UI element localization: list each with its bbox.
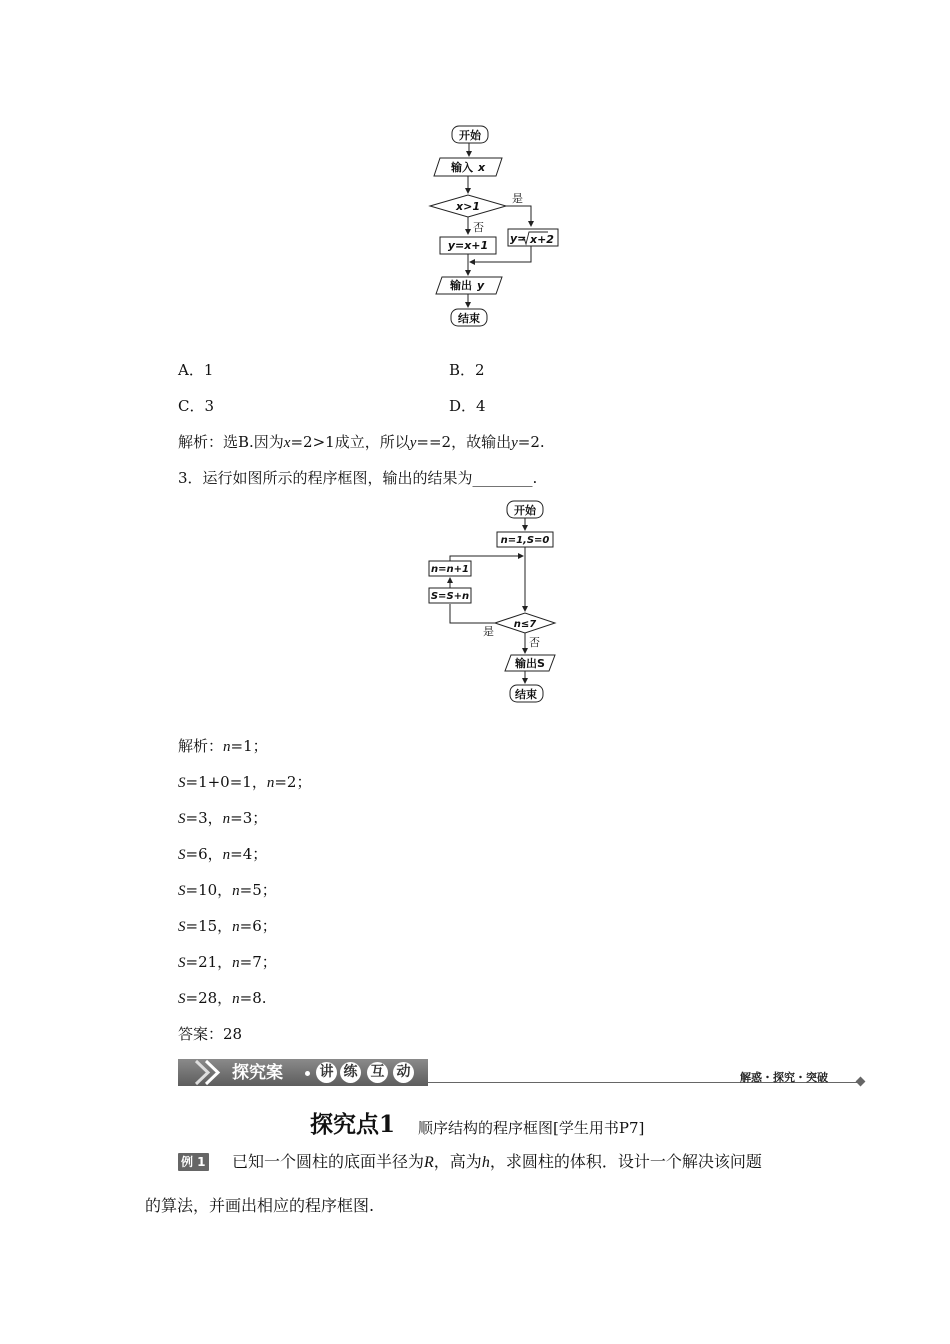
solution-step: S=6，n=4； [178,845,268,863]
fc2-start: 开始 [514,504,536,517]
fc1-yes-label: 是 [512,192,523,205]
fc1-output-var: y [477,279,485,292]
fc1-no-label: 否 [473,221,484,234]
flowchart-1 [420,120,570,330]
example-badge: 例 1 [178,1153,209,1171]
diamond-icon [856,1077,866,1087]
banner-char: 动 [393,1062,414,1083]
solution-step: S=28，n=8. [178,989,267,1007]
fc2-output: 输出S [515,657,545,670]
solution-step: S=15，n=6； [178,917,277,935]
banner-dot [305,1071,310,1076]
fc2-no-label: 否 [529,636,540,649]
fc1-condition: x>1 [456,200,480,213]
fc2-init: n=1,S=0 [500,535,550,546]
q2-analysis: 解析：选B.因为x=2>1成立，所以y==2，故输出y=2. [178,433,545,451]
banner-title: 探究案 [232,1063,283,1083]
solution-step: S=21，n=7； [178,953,277,971]
topic-number: 探究点1 [310,1111,396,1138]
banner-subtitle: 解惑・探究・突破 [740,1071,828,1084]
solution-line-1: 解析：n=1； [178,737,268,755]
flowchart-2 [410,494,570,712]
fc1-end: 结束 [458,312,480,325]
fc1-input-var: x [478,161,486,174]
example-line-2: 的算法，并画出相应的程序框图. [145,1196,375,1215]
fc1-box-right-lhs: y= [510,232,527,245]
option-c: C．3 [178,397,215,415]
q3-stem: 3．运行如图所示的程序框图，输出的结果为________. [178,469,538,487]
fc1-box-left: y=x+1 [447,239,489,252]
fc2-increment: n=n+1 [431,564,469,575]
fc2-end: 结束 [515,688,537,701]
fc1-input: 输入 [451,161,473,174]
fc2-accumulate: S=S+n [430,591,470,602]
fc1-output: 输出 [450,279,472,292]
banner-char: 讲 [316,1062,337,1083]
solution-step: S=10，n=5； [178,881,277,899]
example-line-1: 已知一个圆柱的底面半径为R，高为h，求圆柱的体积．设计一个解决该问题 [232,1152,762,1171]
banner-char: 练 [340,1062,361,1083]
fc2-yes-label: 是 [483,625,494,638]
fc2-condition: n≤7 [513,619,537,630]
fc1-start: 开始 [459,129,481,142]
option-d: D．4 [449,397,486,415]
option-b: B．2 [449,361,485,379]
option-a: A．1 [178,361,214,379]
topic-title: 顺序结构的程序框图[学生用书P7] [418,1119,645,1137]
chevron-icon [192,1059,232,1086]
answer: 答案：28 [178,1025,243,1043]
banner-char: 互 [367,1062,388,1083]
fc1-box-right-radicand: x+2 [530,233,554,246]
solution-step: S=3，n=3； [178,809,268,827]
solution-step: S=1+0=1，n=2； [178,773,312,791]
